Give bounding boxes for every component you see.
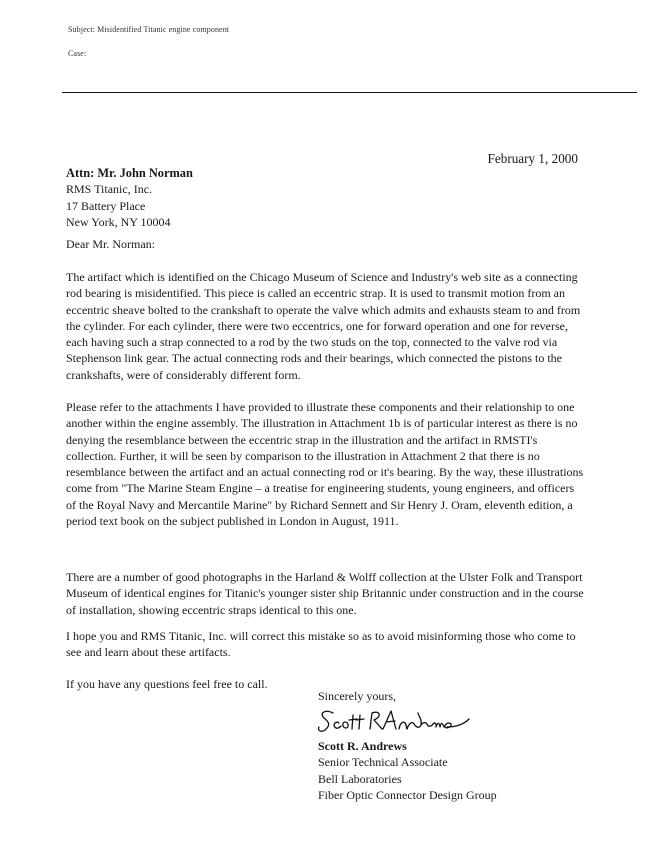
handwritten-signature (315, 705, 475, 737)
body-paragraph: Please refer to the attachments I have provided to illustrate these components and their relationship to one another within the engine assembly. The illustration in Attachment 1b is of particular interest as there is no denying the resemblance between the eccentric strap in the illustration and the artifact in RMSTI's collection. Further, it will be seen by comparison to the illustration in Attachment 2 that there is no resemblance between the artifact and an actual connecting rod or it's bearing. By the way, these illustrations come from "The Marine Steam Engine – a treatise for engineering students, young engineers, and officers of the Royal Navy and Mercantile Marine" by Richard Sennett and Sir Henry J. Oram, eleventh edition, a period text book on the subject published in London in August, 1911. (66, 400, 584, 529)
body-paragraph: There are a number of good photographs in the Harland & Wolff collection at the Ulster Folk and Transport Museum of identical engines for Titanic's younger sister ship Britannic under construction and in the course of installation, showing eccentric straps identical to this one. (66, 570, 584, 617)
address-line: 17 Battery Place (66, 198, 146, 213)
subject-line: Subject: Misidentified Titanic engine component (68, 25, 230, 34)
signer-title: Senior Technical Associate (318, 755, 448, 770)
letter-date: February 1, 2000 (487, 151, 578, 166)
closing-phrase: Sincerely yours, (318, 689, 396, 703)
body-paragraph: If you have any questions feel free to call. (66, 677, 268, 691)
signer-organization: Bell Laboratories (318, 771, 402, 786)
address-line: New York, NY 10004 (66, 214, 171, 229)
attention-line: Attn: Mr. John Norman (66, 166, 193, 180)
recipient-address (66, 165, 586, 230)
signer-group: Fiber Optic Connector Design Group (318, 787, 497, 802)
header-divider (62, 92, 637, 93)
body-paragraph: I hope you and RMS Titanic, Inc. will correct this mistake so as to avoid misinforming those who come to see and learn about these artifacts. (66, 629, 576, 660)
signature-block (318, 738, 497, 803)
salutation: Dear Mr. Norman: (66, 237, 155, 251)
signer-name: Scott R. Andrews (318, 739, 407, 753)
case-line: Case: (68, 49, 87, 58)
body-paragraph: The artifact which is identified on the Chicago Museum of Science and Industry's web site as a connecting rod bearing is misidentified. This piece is called an eccentric strap. It is used to transmit motion from an eccentric sheave bolted to the crankshaft to operate the valve which admits and exhausts steam to and from the cylinder. For each cylinder, there were two eccentrics, one for forward operation and one for reverse, each having such a strap connected to a rod by the two studs on the top, connected to the valve rod via Stephenson link gear. The actual connecting rods and their bearings, which connected the pistons to the crankshafts, were of considerably different form. (66, 270, 581, 382)
address-line: RMS Titanic, Inc. (66, 182, 153, 197)
